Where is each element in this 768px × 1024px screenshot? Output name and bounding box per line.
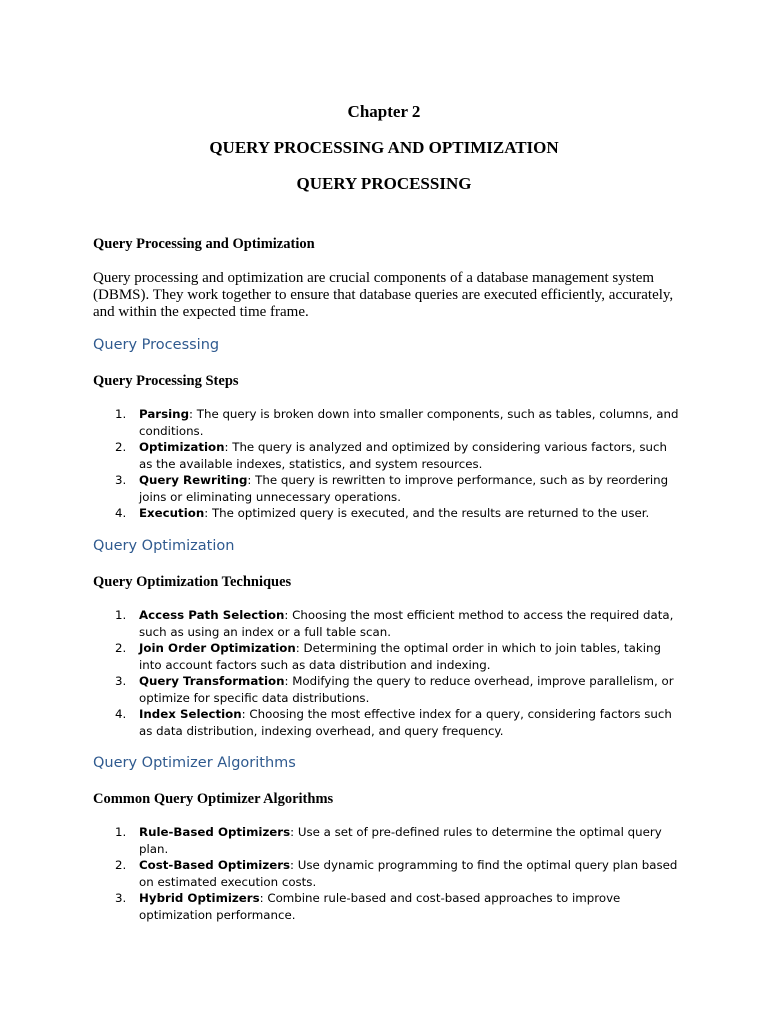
list-item: 1. Access Path Selection: Choosing the most efficient method to access the required data, such as using an index or a full table scan. [115, 608, 674, 639]
list-item: 3. Query Transformation: Modifying the query to reduce overhead, improve parallelism, or optimize for specific data distributions. [115, 674, 674, 705]
algorithms-list [93, 824, 683, 923]
section-heading-query-processing: Query Processing [93, 337, 220, 353]
list-item: 1. Rule-Based Optimizers: Use a set of pre-defined rules to determine the optimal query plan. [115, 825, 662, 856]
techniques-list [93, 607, 683, 739]
intro-paragraph: Query processing and optimization are crucial components of a database management system (DBMS). They work together to ensure that database queries are executed efficiently, accurately, and within the expected time frame. [93, 270, 674, 320]
list-item: 2. Optimization: The query is analyzed and optimized by considering various factors, such as the available indexes, statistics, and system resources. [115, 440, 667, 471]
list-item: 3. Query Rewriting: The query is rewritten to improve performance, such as by reordering joins or eliminating unnecessary operations. [115, 473, 669, 504]
section-subheading-steps: Query Processing Steps [93, 373, 239, 389]
section-heading-optimizer-algorithms: Query Optimizer Algorithms [93, 755, 296, 771]
section-subheading-algorithms: Common Query Optimizer Algorithms [93, 791, 334, 807]
steps-list [93, 406, 683, 522]
list-item: 3. Hybrid Optimizers: Combine rule-based and cost-based approaches to improve optimization performance. [115, 891, 621, 922]
list-item: 1. Parsing: The query is broken down into smaller components, such as tables, columns, and conditions. [115, 407, 679, 438]
section-heading-query-optimization: Query Optimization [93, 538, 235, 554]
list-item: 4. Index Selection: Choosing the most effective index for a query, considering factors such as data distribution, indexing overhead, and query frequency. [115, 707, 672, 738]
main-title: QUERY PROCESSING AND OPTIMIZATION [209, 138, 559, 157]
chapter-label: Chapter 2 [347, 102, 421, 121]
sub-title: QUERY PROCESSING [296, 174, 472, 193]
list-item: 4. Execution: The optimized query is executed, and the results are returned to the user. [115, 506, 650, 520]
intro-heading: Query Processing and Optimization [93, 236, 315, 252]
section-subheading-techniques: Query Optimization Techniques [93, 574, 292, 590]
list-item: 2. Cost-Based Optimizers: Use dynamic programming to find the optimal query plan based on estimated execution costs. [115, 858, 678, 889]
list-item: 2. Join Order Optimization: Determining the optimal order in which to join tables, taking into account factors such as data distribution and indexing. [115, 641, 661, 672]
